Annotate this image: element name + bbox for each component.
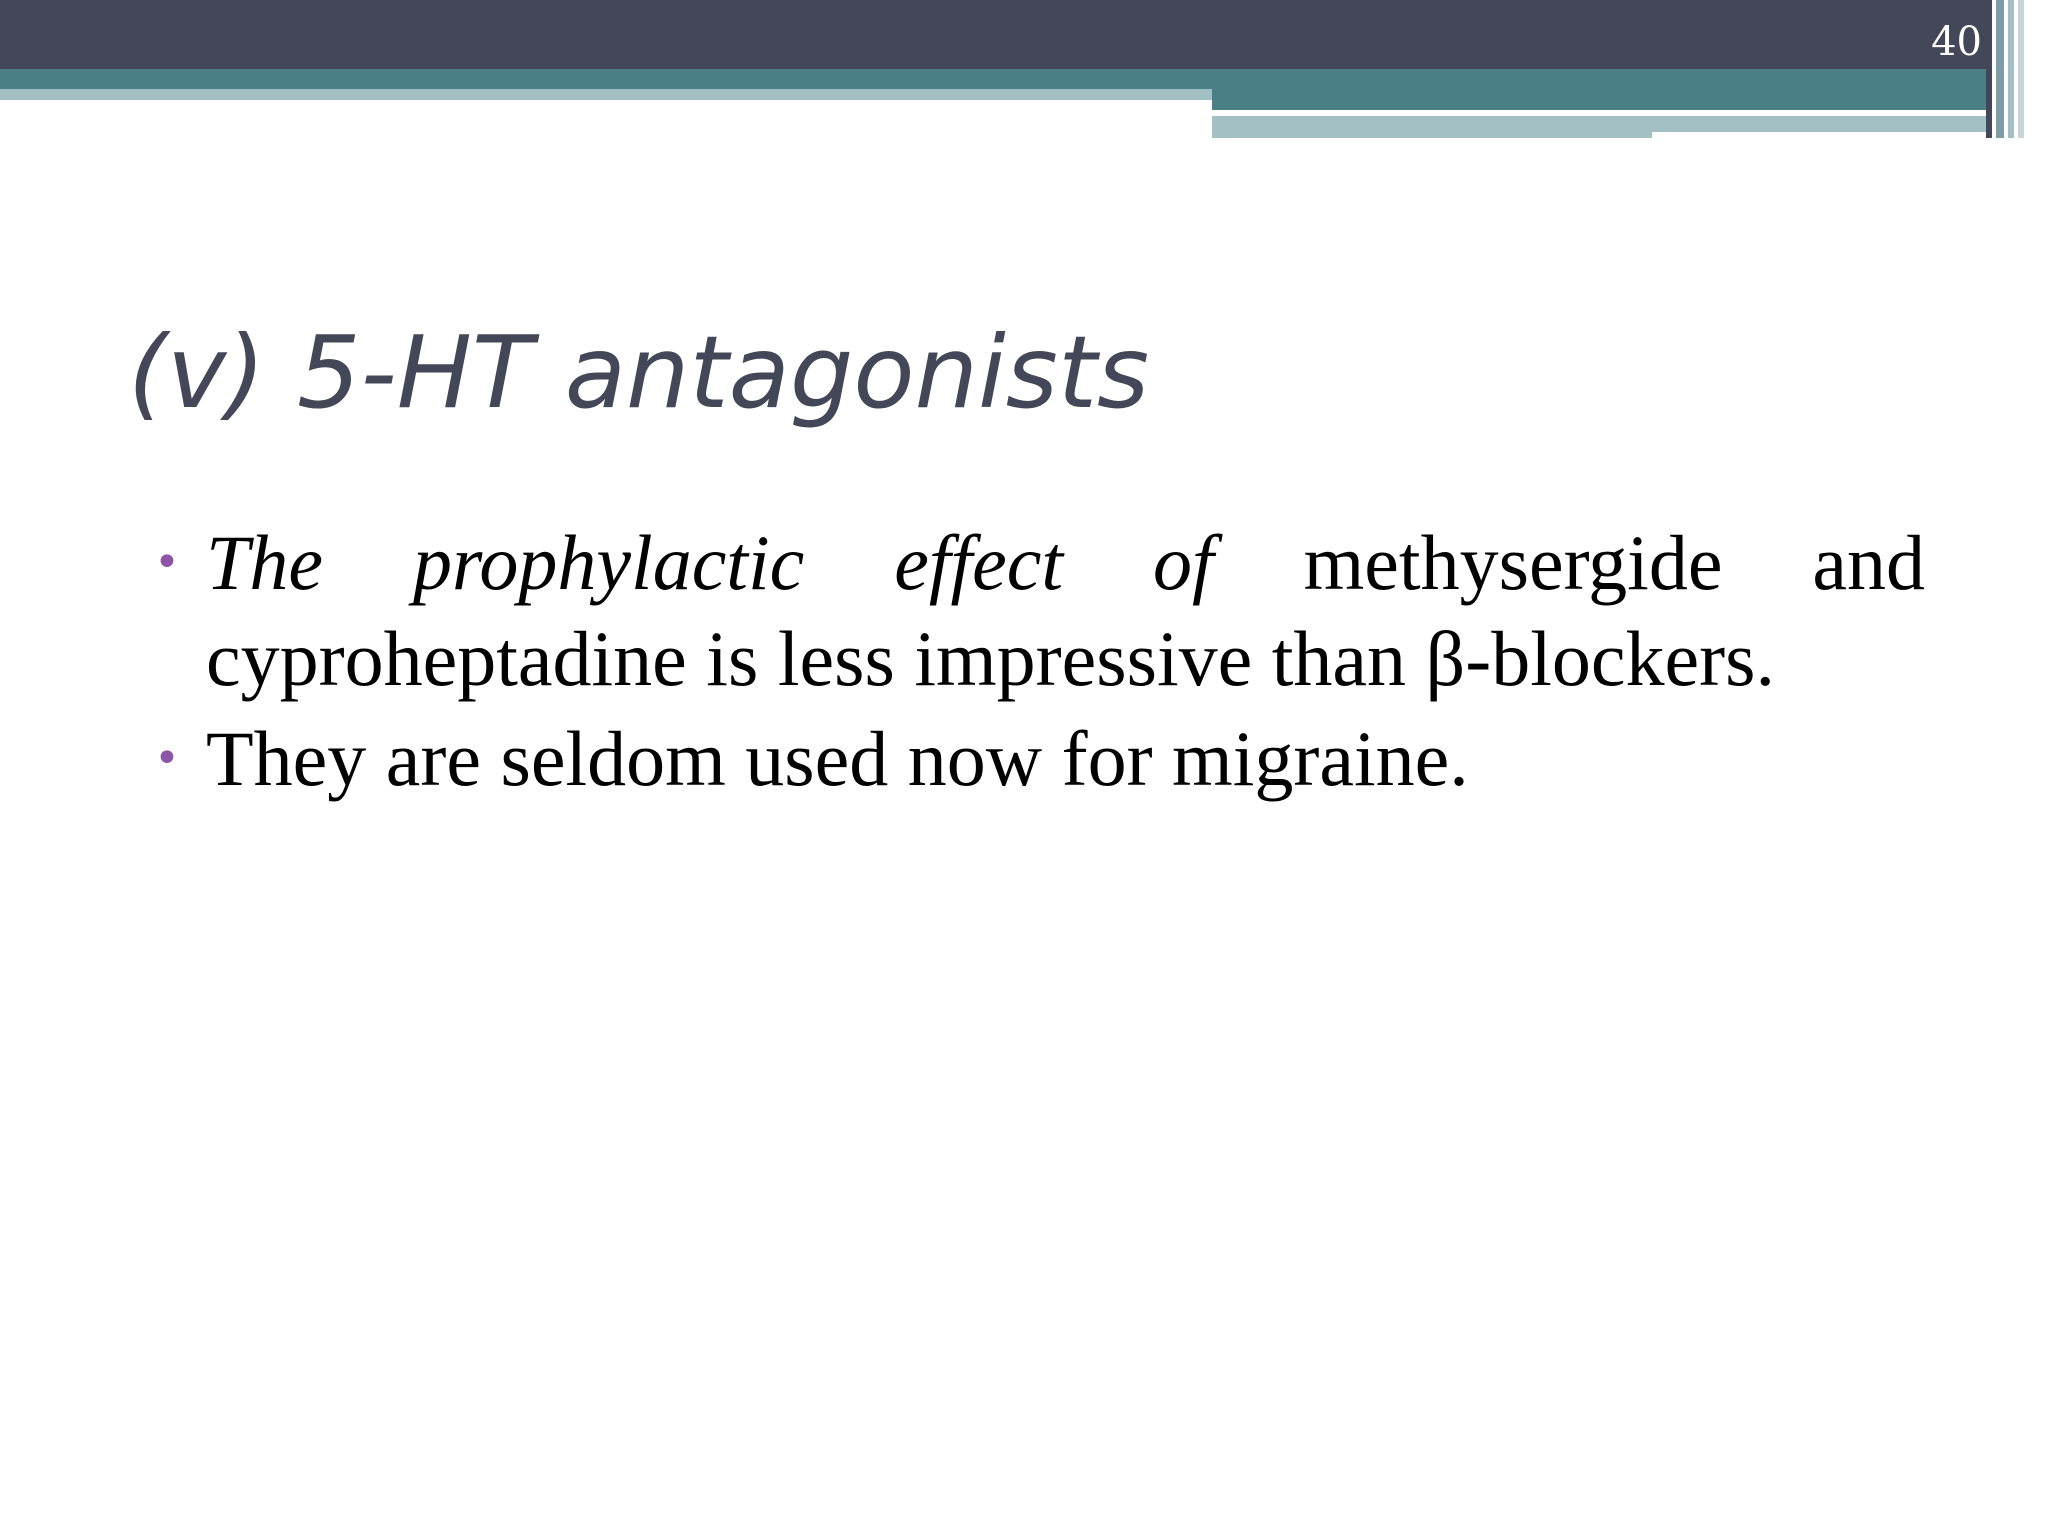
bullet-item	[140, 711, 1925, 807]
bullet-regular-text: methysergide and cyproheptadine is less impressive than β-blockers.	[206, 519, 1925, 702]
bullet-icon: •	[154, 537, 180, 588]
bullet-list	[140, 515, 1925, 811]
corner-stripe	[2024, 0, 2048, 138]
header-banner-dark	[0, 0, 2048, 69]
header-banner-right-teal	[1212, 89, 2000, 110]
corner-stripe	[1996, 0, 2004, 138]
header-banner-light	[0, 89, 1212, 100]
slide-title: (v) 5-HT antagonists	[128, 314, 1150, 431]
slide-number: 40	[1931, 19, 1982, 65]
header-banner-teal	[0, 69, 2048, 89]
bullet-text: They are seldom used now for migraine.	[206, 715, 1469, 802]
bullet-icon: •	[154, 733, 180, 784]
bullet-italic-text: The prophylactic effect of	[206, 519, 1214, 606]
header-banner-right-light	[1212, 116, 2000, 128]
header-banner-right-light-lower	[1212, 128, 1652, 138]
bullet-text	[206, 519, 1925, 702]
bullet-item	[140, 515, 1925, 707]
header-banner-right-light-thin	[1652, 128, 2000, 132]
